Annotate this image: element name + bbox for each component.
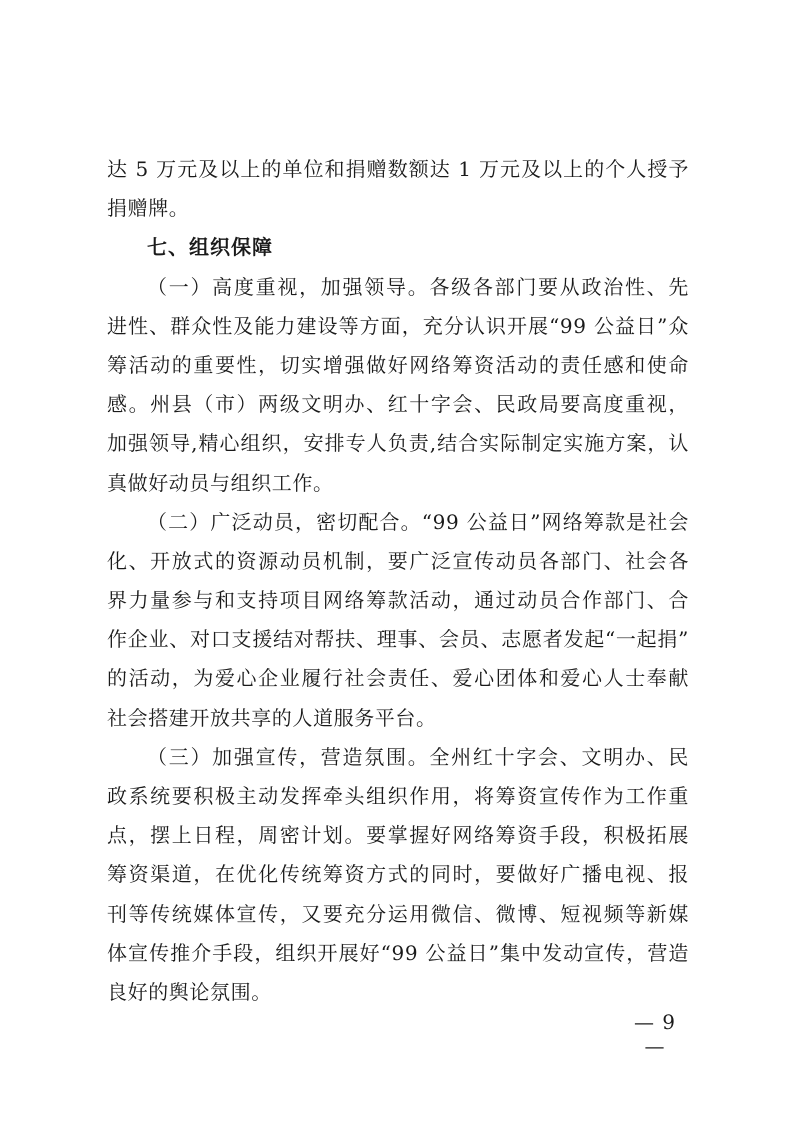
text-line: （二）广泛动员，密切配合。“99 公益日”网络筹款是社会 [147, 509, 689, 534]
page-number: — 9 — [633, 1010, 677, 1058]
text-line: （三）加强宣传，营造氛围。全州红十字会、文明办、民 [147, 744, 689, 769]
text-line: 体宣传推介手段，组织开展好“99 公益日”集中发动宣传，营造 [107, 940, 689, 965]
text-line: 点，摆上日程，周密计划。要掌握好网络筹资手段，积极拓展 [107, 823, 689, 848]
text-line: 界力量参与和支持项目网络筹款活动，通过动员合作部门、合 [107, 588, 689, 613]
text-line: 良好的舆论氛围。 [107, 979, 272, 1004]
text-line: 捐赠牌。 [107, 196, 190, 221]
text-line: 真做好动员与组织工作。 [107, 470, 334, 495]
text-line: 社会搭建开放共享的人道服务平台。 [107, 705, 437, 730]
text-line: 进性、群众性及能力建设等方面，充分认识开展“99 公益日”众 [107, 313, 689, 338]
document-body [107, 150, 689, 1012]
text-line: 达 5 万元及以上的单位和捐赠数额达 1 万元及以上的个人授予 [107, 157, 689, 181]
text-line: 筹资渠道，在优化传统筹资方式的同时，要做好广播电视、报 [107, 862, 689, 887]
text-line: 政系统要积极主动发挥牵头组织作用，将筹资宣传作为工作重 [107, 784, 689, 808]
text-line: 化、开放式的资源动员机制，要广泛宣传动员各部门、社会各 [107, 548, 689, 573]
text-line: （一）高度重视，加强领导。各级各部门要从政治性、先 [147, 274, 689, 299]
text-line: 刊等传统媒体宣传，又要充分运用微信、微博、短视频等新媒 [107, 901, 689, 926]
text-line: 筹活动的重要性，切实增强做好网络筹资活动的责任感和使命 [107, 352, 689, 377]
text-line: 加强领导,精心组织，安排专人负责,结合实际制定实施方案，认 [107, 431, 689, 456]
section-heading: 七、组织保障 [147, 235, 273, 260]
text-line: 感。州县（市）两级文明办、红十字会、民政局要高度重视， [107, 392, 689, 417]
text-line: 作企业、对口支援结对帮扶、理事、会员、志愿者发起“一起捐” [107, 627, 689, 652]
text-line: 的活动，为爱心企业履行社会责任、爱心团体和爱心人士奉献 [107, 666, 689, 691]
